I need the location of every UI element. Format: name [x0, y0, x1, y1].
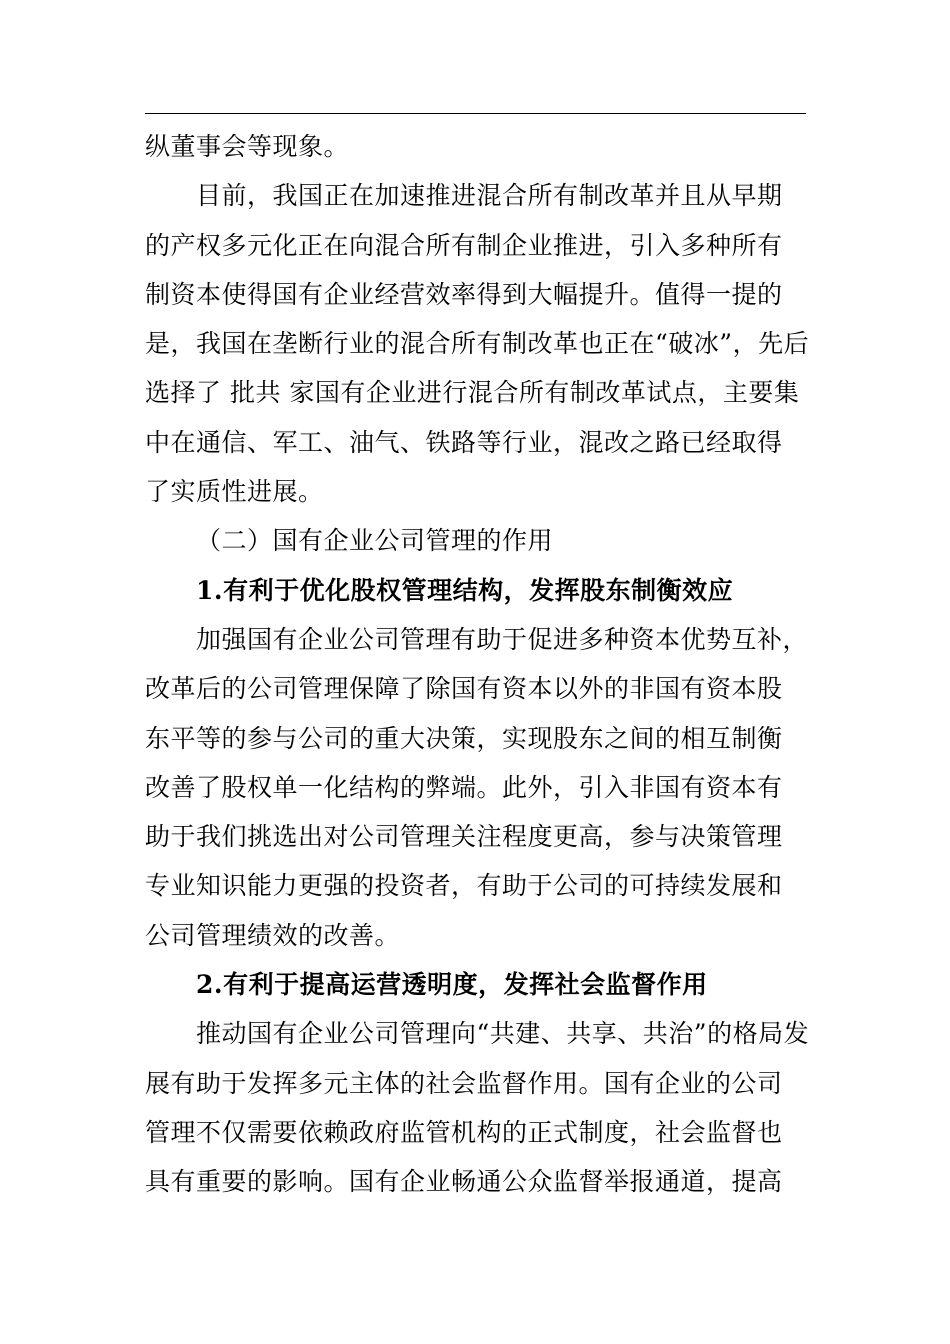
- paragraph-first-line: 加强国有企业公司管理有助于促进多种资本优势互补，: [196, 624, 809, 654]
- body-text-line: 管理不仅需要依赖政府监管机构的正式制度，社会监督也: [145, 1117, 783, 1147]
- body-text-line: 改革后的公司管理保障了除国有资本以外的非国有资本股: [145, 674, 783, 704]
- body-text-line: 展有助于发挥多元主体的社会监督作用。国有企业的公司: [145, 1068, 783, 1098]
- body-text-line: 专业知识能力更强的投资者，有助于公司的可持续发展和: [145, 871, 783, 901]
- paragraph-first-line: 推动国有企业公司管理向“共建、共享、共治”的格局发: [196, 1019, 810, 1049]
- section-heading: （二）国有企业公司管理的作用: [196, 526, 554, 556]
- body-text-line: 制资本使得国有企业经营效率得到大幅提升。值得一提的: [145, 279, 783, 309]
- body-text-line: 公司管理绩效的改善。: [145, 920, 401, 950]
- header-rule: [145, 113, 806, 114]
- document-body: [145, 122, 810, 1207]
- body-text-line: 助于我们挑选出对公司管理关注程度更高，参与决策管理: [145, 822, 783, 852]
- body-text-line: 选择了 批共 家国有企业进行混合所有制改革试点，主要集: [145, 378, 800, 408]
- body-text-line: 改善了股权单一化结构的弊端。此外，引入非国有资本有: [145, 772, 783, 802]
- paragraph-first-line: 目前，我国正在加速推进混合所有制改革并且从早期: [196, 181, 783, 211]
- body-text-line: 的产权多元化正在向混合所有制企业推进，引入多种所有: [145, 230, 783, 260]
- body-text-line: 具有重要的影响。国有企业畅通公众监督举报通道，提高: [145, 1167, 783, 1197]
- subheading: 1.有利于优化股权管理结构，发挥股东制衡效应: [196, 575, 734, 605]
- body-text-line: 了实质性进展。: [145, 477, 324, 507]
- body-text-line: 纵董事会等现象。: [145, 132, 350, 161]
- body-text-line: 东平等的参与公司的重大决策，实现股东之间的相互制衡: [145, 723, 783, 753]
- body-text-line: 是，我国在垄断行业的混合所有制改革也正在“破冰”，先后: [145, 329, 810, 359]
- subheading: 2.有利于提高运营透明度，发挥社会监督作用: [196, 970, 708, 1000]
- body-text-line: 中在通信、军工、油气、铁路等行业，混改之路已经取得: [145, 427, 783, 457]
